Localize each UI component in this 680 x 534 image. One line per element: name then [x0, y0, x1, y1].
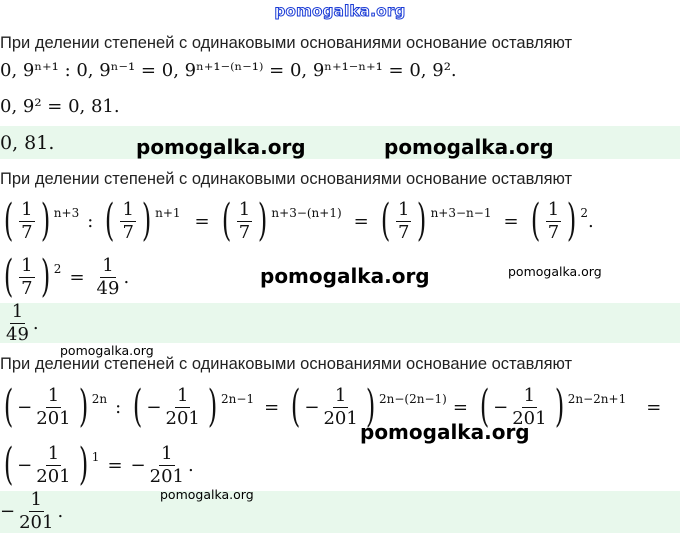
- site-watermark: pomogalka.org: [274, 2, 406, 20]
- rule-text-1: При делении степеней с одинаковыми основаниями основание оставляют: [0, 34, 573, 52]
- watermark-text: pomogalka.org: [136, 135, 306, 159]
- rule-text-3: При делении степеней с одинаковыми основаниями основание оставляют: [0, 355, 573, 373]
- answer-band-1: [0, 126, 680, 159]
- watermark-text: pomogalka.org: [60, 343, 154, 358]
- watermark-text: pomogalka.org: [508, 264, 602, 279]
- answer-band-2: [0, 303, 680, 343]
- problem2-line2: ( $\frac{1}{7}$ ) 2 = $\frac{1}{49}$ .: [3, 251, 130, 302]
- problem3-line2: ( − $\frac{1}{201}$ ) 1 = − $\frac{1}{201}$ .: [3, 439, 194, 490]
- rule-text-2: При делении степеней с одинаковыми основаниями основание оставляют: [0, 170, 573, 188]
- watermark-text: pomogalka.org: [160, 487, 254, 502]
- problem1-answer: 0, 81.: [0, 132, 55, 154]
- watermark-text: pomogalka.org: [384, 135, 554, 159]
- watermark-text: pomogalka.org: [360, 420, 530, 444]
- watermark-text: pomogalka.org: [260, 264, 430, 288]
- answer-band-3: [0, 491, 680, 533]
- problem2-answer: $\frac{1}{49}$ .: [6, 300, 39, 345]
- problem3-answer: − $\frac{1}{201}$ .: [0, 488, 64, 533]
- problem1-line1: 0, 9ⁿ⁺¹ : 0, 9ⁿ⁻¹ = 0, 9ⁿ⁺¹⁻⁽ⁿ⁻¹⁾ = 0, 9ⁿ⁺¹⁻ⁿ⁺¹ = 0, 9².: [0, 60, 457, 81]
- problem3-line1: ( − $\frac{1}{201}$ ) 2n : ( − $\frac{1}{201}$ ) 2n−1 = ( − $\frac{1}{201}$ ) 2n−(2n−1) = ( − $\frac{1}{201}$ ) 2n−2n+1 =: [3, 381, 662, 432]
- problem1-line2: 0, 9² = 0, 81.: [0, 96, 120, 117]
- problem2-line1: ( $\frac{1}{7}$ ) n+3 : ( $\frac{1}{7}$ ) n+1 = ( $\frac{1}{7}$ ) n+3−(n+1) = ( $\frac{1}{7}$ ) n+3−n−1 = ( $\frac{1}{7}$ ) 2 .: [3, 195, 594, 246]
